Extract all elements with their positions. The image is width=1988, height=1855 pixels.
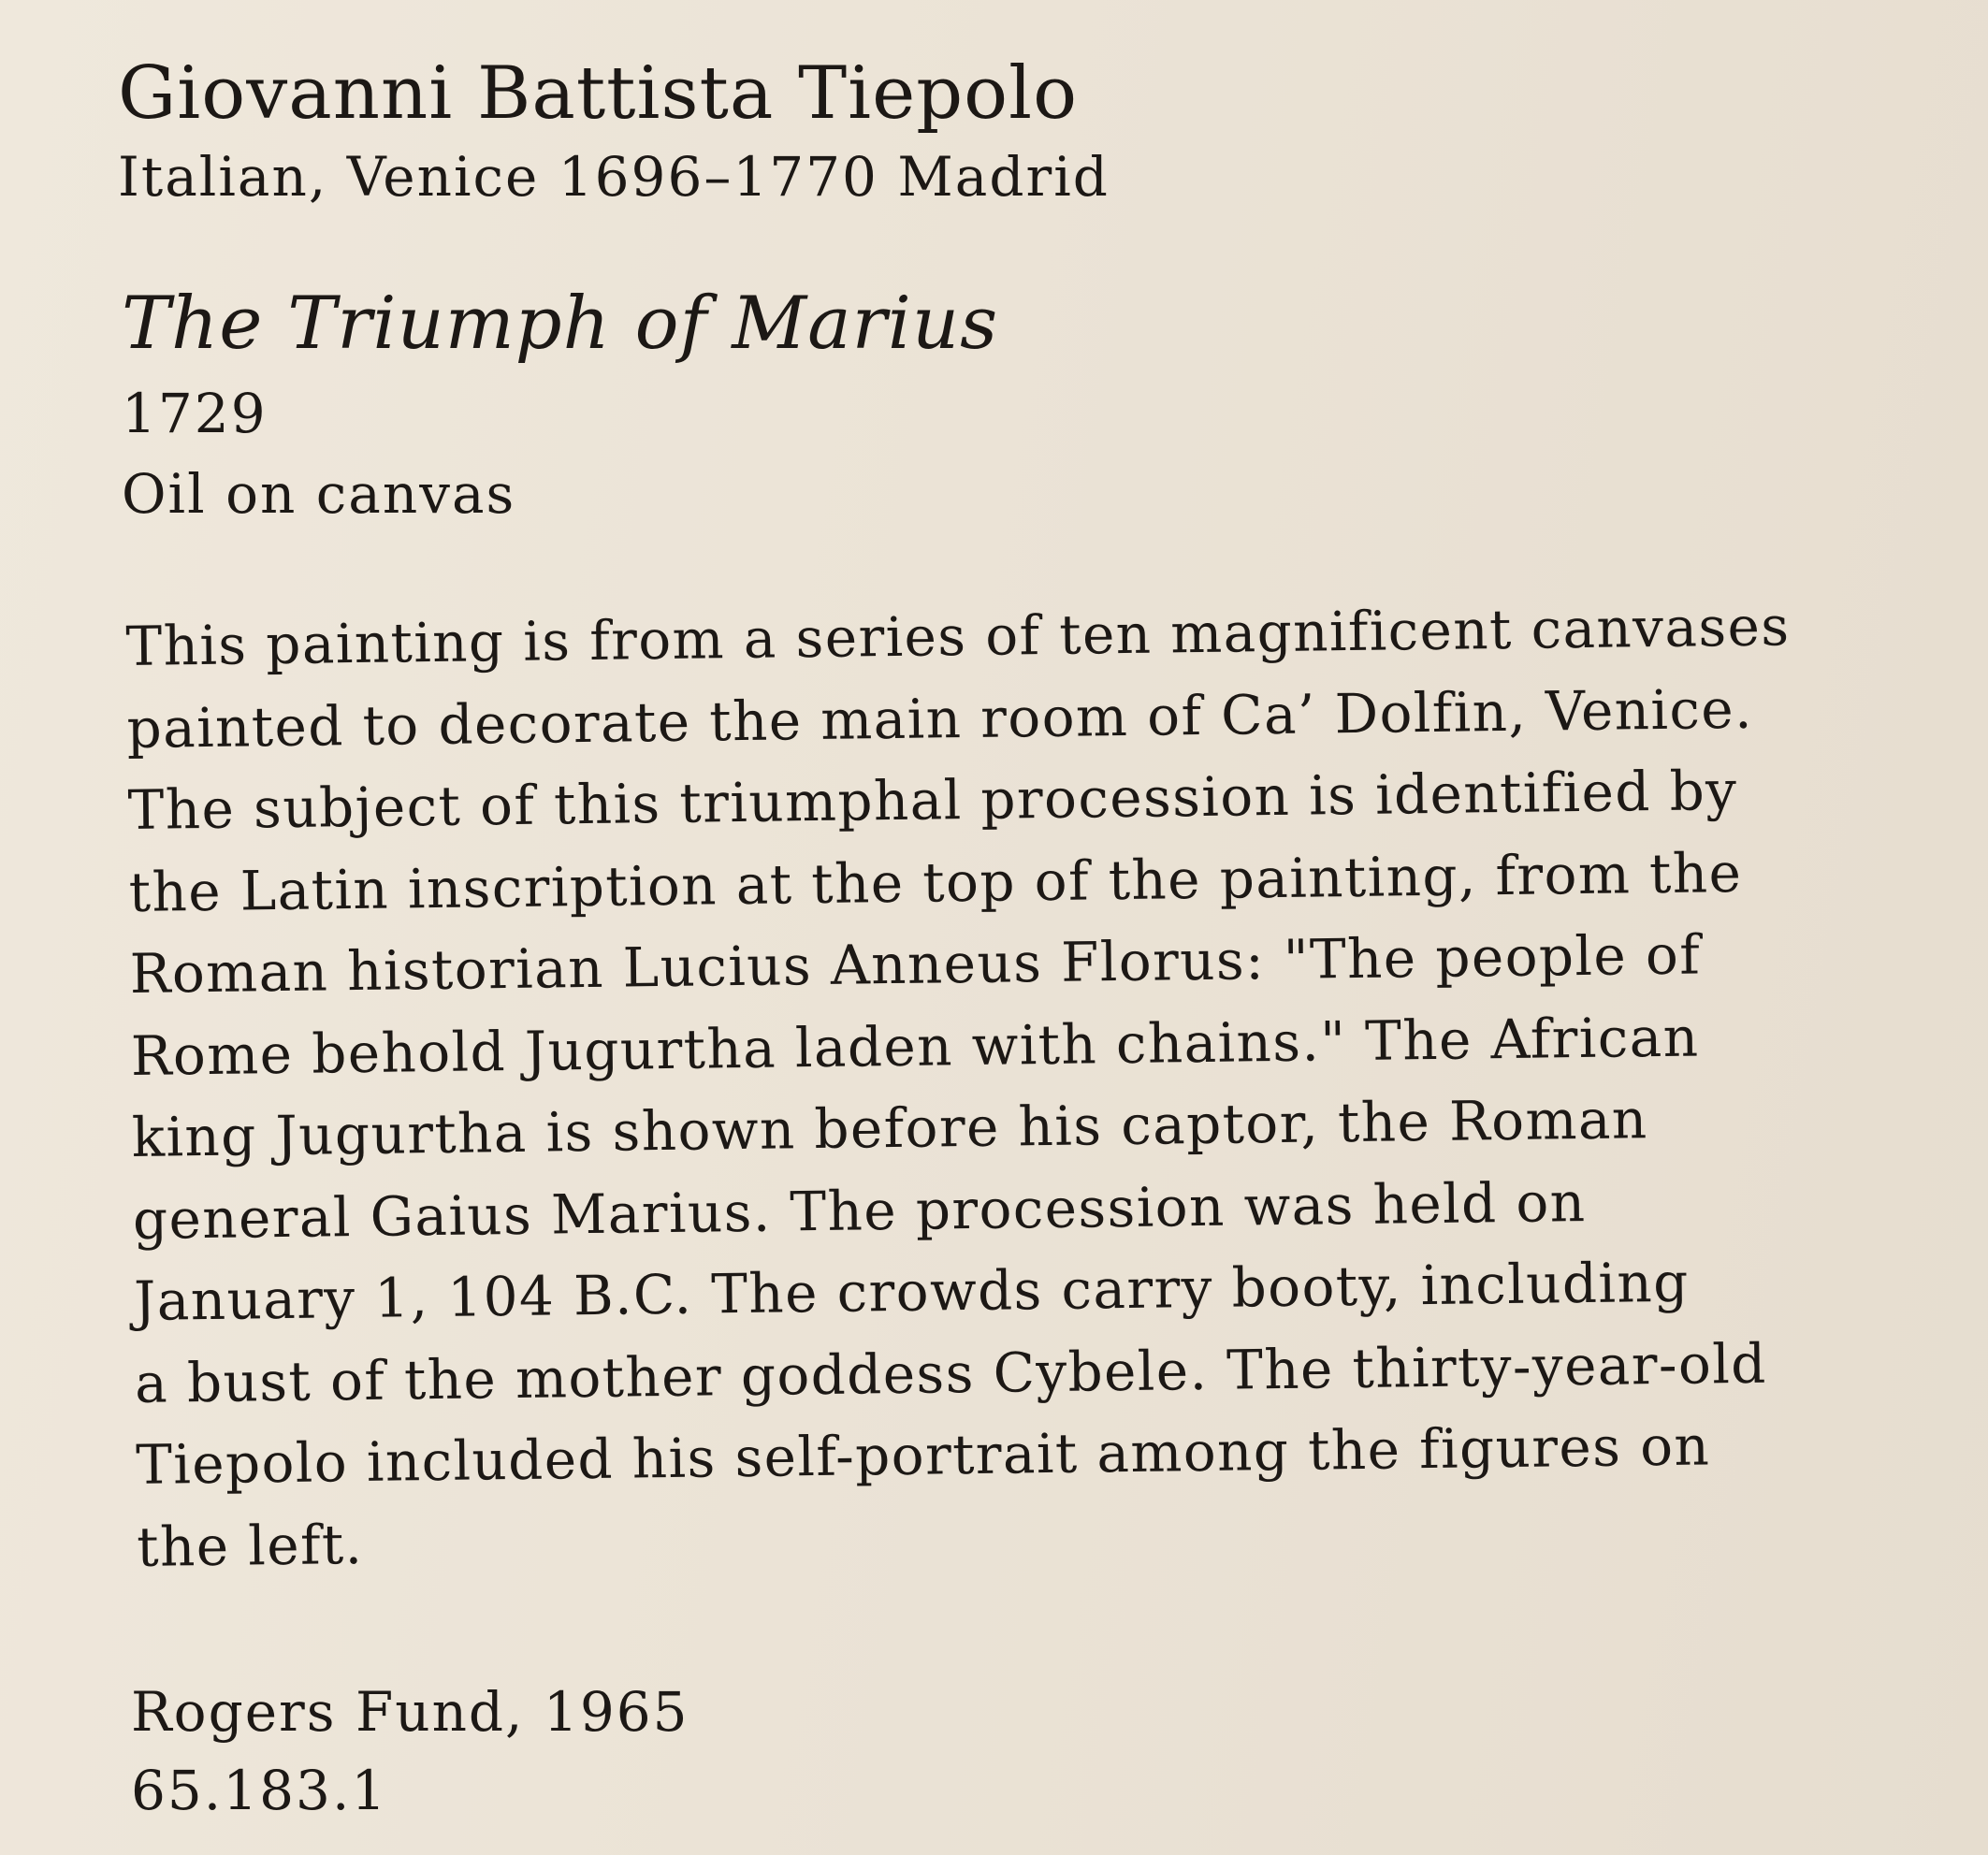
description-line: The subject of this triumphal procession is identified by: [127, 758, 1738, 842]
description-line: Roman historian Lucius Anneus Florus: "The people of: [129, 922, 1702, 1006]
description-line: the left.: [136, 1512, 364, 1579]
credit-line: Rogers Fund, 1965: [131, 1680, 689, 1744]
artwork-title: The Triumph of Marius: [122, 282, 999, 366]
artwork-medium: Oil on canvas: [122, 462, 516, 526]
description-line: the Latin inscription at the top of the painting, from the: [128, 840, 1743, 924]
description-line: Tiepolo included his self-portrait among the figures on: [135, 1413, 1711, 1497]
description-line: This painting is from a series of ten magnificent canvases: [125, 594, 1791, 678]
description-line: a bust of the mother goddess Cybele. The thirty-year-old: [134, 1331, 1768, 1415]
artwork-date: 1729: [122, 382, 268, 445]
artist-nationality-dates: Italian, Venice 1696–1770 Madrid: [118, 145, 1110, 209]
description-paragraph: [125, 585, 1915, 1588]
description-line: January 1, 104 B.C. The crowds carry booty, including: [133, 1250, 1691, 1333]
artist-name: Giovanni Battista Tiepolo: [118, 51, 1079, 136]
description-line: painted to decorate the main room of Ca’ Dolfin, Venice.: [126, 676, 1754, 761]
description-line: general Gaius Marius. The procession was held on: [132, 1169, 1587, 1252]
accession-number: 65.183.1: [131, 1759, 388, 1822]
description-line: Rome behold Jugurtha laden with chains." The African: [130, 1004, 1700, 1088]
description-line: king Jugurtha is shown before his captor, the Roman: [131, 1087, 1648, 1169]
